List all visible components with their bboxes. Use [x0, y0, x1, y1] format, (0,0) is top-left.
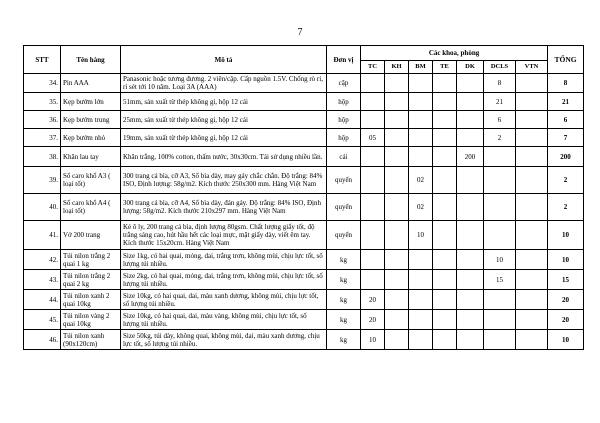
row-item-name: Kẹp bướm lớn	[61, 93, 121, 111]
table-row	[24, 167, 584, 194]
table-row	[24, 310, 584, 330]
row-qty-kh	[385, 111, 409, 129]
row-unit: cái	[327, 147, 361, 167]
row-description: Size 1kg, có hai quai, mỏng, dai, trắng trơn, không mùi, chịu lực tốt, số lượng túi nhiều.	[121, 250, 327, 270]
row-total: 200	[548, 147, 584, 167]
row-unit: kg	[327, 250, 361, 270]
row-description: 300 trang cả bìa, cỡ A3, Sổ bìa dày, may gáy chắc chắn. Độ trắng: 84% ISO, Định lượng: 58g/m2. Kích thước 250x300 mm. Hàng Việt Nam	[121, 167, 327, 194]
row-qty-dcls: 6	[484, 111, 516, 129]
row-total: 10	[548, 221, 584, 250]
row-item-name: Vở 200 trang	[61, 221, 121, 250]
table-row	[24, 250, 584, 270]
row-qty-kh	[385, 250, 409, 270]
row-qty-dcls	[484, 330, 516, 350]
row-total: 10	[548, 330, 584, 350]
row-qty-tc: 20	[361, 310, 385, 330]
row-unit: hộp	[327, 93, 361, 111]
row-item-name: Sổ caro khổ A3 ( loại tốt)	[61, 167, 121, 194]
row-unit: hộp	[327, 129, 361, 147]
row-qty-bm	[409, 250, 433, 270]
row-qty-dk	[457, 167, 484, 194]
row-stt: 43.	[24, 270, 61, 290]
header-dept-dk: DK	[457, 61, 484, 74]
row-qty-tc	[361, 111, 385, 129]
row-qty-dcls: 2	[484, 129, 516, 147]
row-qty-bm	[409, 147, 433, 167]
row-description: Size 10kg, có hai quai, dai, màu xanh dương, không mùi, chịu lực tốt, số lượng túi nhiều.	[121, 290, 327, 310]
row-qty-vtn	[516, 330, 548, 350]
row-qty-tc	[361, 74, 385, 93]
row-unit: quyển	[327, 194, 361, 221]
row-qty-bm	[409, 330, 433, 350]
row-unit: kg	[327, 310, 361, 330]
row-qty-dk	[457, 111, 484, 129]
row-qty-te	[433, 221, 457, 250]
row-qty-tc	[361, 221, 385, 250]
row-qty-vtn	[516, 310, 548, 330]
row-qty-dcls	[484, 310, 516, 330]
row-stt: 37.	[24, 129, 61, 147]
row-qty-vtn	[516, 250, 548, 270]
row-description: Khăn trắng, 100% cotton, thấm nước, 30x30cm. Tái sử dụng nhiều lần.	[121, 147, 327, 167]
row-stt: 45.	[24, 310, 61, 330]
table-row	[24, 93, 584, 111]
row-description: Size 10kg, có hai quai, dai, màu vàng, không mùi, chịu lực tốt, số lượng túi nhiều.	[121, 310, 327, 330]
row-qty-te	[433, 310, 457, 330]
row-qty-dcls: 10	[484, 250, 516, 270]
row-item-name: Túi nilon trắng 2 quai 1 kg	[61, 250, 121, 270]
row-qty-vtn	[516, 147, 548, 167]
row-item-name: Túi nilon xanh 2 quai 10kg	[61, 290, 121, 310]
row-qty-vtn	[516, 93, 548, 111]
row-qty-vtn	[516, 167, 548, 194]
row-qty-kh	[385, 221, 409, 250]
row-qty-tc	[361, 167, 385, 194]
row-qty-te	[433, 250, 457, 270]
row-qty-tc	[361, 194, 385, 221]
row-qty-dk	[457, 330, 484, 350]
row-qty-te	[433, 330, 457, 350]
row-qty-kh	[385, 290, 409, 310]
row-total: 20	[548, 310, 584, 330]
row-stt: 34.	[24, 74, 61, 93]
row-item-name: Khăn lau tay	[61, 147, 121, 167]
row-description: 300 trang cả bìa, cỡ A4, Sổ bìa dày, đán gáy. Độ trắng: 84% ISO, Định lượng: 58g/m2. Kích thước 210x297 mm. Hàng Việt Nam	[121, 194, 327, 221]
row-unit: quyển	[327, 221, 361, 250]
row-qty-te	[433, 74, 457, 93]
row-qty-kh	[385, 270, 409, 290]
row-qty-bm	[409, 111, 433, 129]
header-dept-tc: TC	[361, 61, 385, 74]
row-stt: 38.	[24, 147, 61, 167]
row-qty-vtn	[516, 194, 548, 221]
row-qty-tc: 10	[361, 330, 385, 350]
row-qty-te	[433, 167, 457, 194]
row-item-name: Túi nilon xanh (90x120cm)	[61, 330, 121, 350]
row-item-name: Pin AAA	[61, 74, 121, 93]
row-qty-vtn	[516, 111, 548, 129]
row-total: 2	[548, 194, 584, 221]
row-unit: kg	[327, 290, 361, 310]
header-departments: Các khoa, phòng	[361, 46, 548, 61]
row-qty-bm	[409, 290, 433, 310]
table-row	[24, 74, 584, 93]
row-description: 51mm, sản xuất từ thép không gỉ, hộp 12 cái	[121, 93, 327, 111]
table-row	[24, 270, 584, 290]
row-qty-bm: 10	[409, 221, 433, 250]
row-qty-bm	[409, 93, 433, 111]
row-qty-te	[433, 270, 457, 290]
row-unit: kg	[327, 330, 361, 350]
header-description: Mô tả	[121, 46, 327, 74]
row-qty-kh	[385, 74, 409, 93]
header-dept-te: TE	[433, 61, 457, 74]
row-qty-dcls	[484, 194, 516, 221]
row-qty-tc	[361, 93, 385, 111]
row-item-name: Kẹp bướm trung	[61, 111, 121, 129]
row-qty-bm	[409, 129, 433, 147]
row-total: 6	[548, 111, 584, 129]
row-item-name: Kẹp bướm nhỏ	[61, 129, 121, 147]
header-dept-bm: BM	[409, 61, 433, 74]
row-stt: 42.	[24, 250, 61, 270]
row-qty-bm	[409, 310, 433, 330]
row-qty-dcls	[484, 290, 516, 310]
row-qty-dk	[457, 129, 484, 147]
row-total: 10	[548, 250, 584, 270]
row-qty-te	[433, 194, 457, 221]
row-qty-dcls: 21	[484, 93, 516, 111]
row-stt: 36.	[24, 111, 61, 129]
row-total: 7	[548, 129, 584, 147]
supply-table	[23, 45, 584, 350]
row-qty-dk	[457, 250, 484, 270]
table-row	[24, 111, 584, 129]
header-dept-vtn: VTN	[516, 61, 548, 74]
row-qty-bm	[409, 74, 433, 93]
table-row	[24, 147, 584, 167]
row-qty-te	[433, 111, 457, 129]
row-stt: 39.	[24, 167, 61, 194]
row-stt: 41.	[24, 221, 61, 250]
row-item-name: Túi nilon trắng 2 quai 2 kg	[61, 270, 121, 290]
row-stt: 46.	[24, 330, 61, 350]
row-description: 19mm, sản xuất từ thép không gỉ, hộp 12 cái	[121, 129, 327, 147]
header-unit: Đơn vị	[327, 46, 361, 74]
row-unit: cặp	[327, 74, 361, 93]
row-qty-tc: 20	[361, 290, 385, 310]
row-qty-dk	[457, 74, 484, 93]
row-qty-dk	[457, 194, 484, 221]
row-description: Panasonic hoặc tương đương. 2 viên/cặp. Cấp nguồn 1.5V. Chống rò rỉ, rỉ sét tới 10 năm. Loại 3A (AAA)	[121, 74, 327, 93]
row-qty-bm: 02	[409, 194, 433, 221]
row-qty-vtn	[516, 221, 548, 250]
row-qty-dcls: 8	[484, 74, 516, 93]
row-unit: hộp	[327, 111, 361, 129]
row-item-name: Túi nilon vàng 2 quai 10kg	[61, 310, 121, 330]
row-qty-kh	[385, 167, 409, 194]
row-stt: 35.	[24, 93, 61, 111]
row-qty-dk	[457, 290, 484, 310]
row-description: Size 50kg, túi dày, không quai, không mùi, dai, màu xanh dương, chịu lực tốt, số lượng túi nhiều.	[121, 330, 327, 350]
row-qty-dk	[457, 221, 484, 250]
row-unit: quyển	[327, 167, 361, 194]
row-stt: 40.	[24, 194, 61, 221]
table-row	[24, 194, 584, 221]
row-description: Kẻ ô ly, 200 trang cả bìa, định lượng 80gsm. Chất lượng giấy tốt, độ trắng sáng cao, hút hầu hết các loại mực, mặt giấy dày, viết êm tay. Kích thước 15x20cm. Hàng Việt Nam	[121, 221, 327, 250]
row-qty-dcls	[484, 147, 516, 167]
table-row	[24, 129, 584, 147]
row-total: 2	[548, 167, 584, 194]
row-qty-bm: 02	[409, 167, 433, 194]
row-total: 21	[548, 93, 584, 111]
row-qty-kh	[385, 129, 409, 147]
header-total: TỔNG	[548, 46, 584, 74]
row-qty-dcls: 15	[484, 270, 516, 290]
row-qty-dcls	[484, 167, 516, 194]
row-qty-kh	[385, 310, 409, 330]
row-total: 15	[548, 270, 584, 290]
row-qty-te	[433, 93, 457, 111]
row-qty-vtn	[516, 74, 548, 93]
row-qty-vtn	[516, 270, 548, 290]
row-qty-te	[433, 147, 457, 167]
row-description: 25mm, sản xuất từ thép không gỉ, hộp 12 cái	[121, 111, 327, 129]
row-qty-kh	[385, 194, 409, 221]
row-qty-te	[433, 290, 457, 310]
row-qty-kh	[385, 330, 409, 350]
row-qty-kh	[385, 93, 409, 111]
header-stt: STT	[24, 46, 61, 74]
row-stt: 44.	[24, 290, 61, 310]
header-item-name: Tên hàng	[61, 46, 121, 74]
table-row	[24, 330, 584, 350]
row-qty-vtn	[516, 290, 548, 310]
row-qty-bm	[409, 270, 433, 290]
row-qty-tc: 05	[361, 129, 385, 147]
row-qty-dk	[457, 270, 484, 290]
row-qty-dcls	[484, 221, 516, 250]
row-total: 20	[548, 290, 584, 310]
table-row	[24, 290, 584, 310]
header-dept-dcls: DCLS	[484, 61, 516, 74]
row-qty-dk	[457, 310, 484, 330]
row-qty-te	[433, 129, 457, 147]
row-description: Size 2kg, có hai quai, mỏng, dai, trắng trơn, không mùi, chịu lực tốt, số lượng túi nhiều.	[121, 270, 327, 290]
row-qty-dk	[457, 93, 484, 111]
row-item-name: Sổ caro khổ A4 ( loại tốt)	[61, 194, 121, 221]
row-qty-dk: 200	[457, 147, 484, 167]
header-dept-kh: KH	[385, 61, 409, 74]
row-qty-vtn	[516, 129, 548, 147]
row-qty-kh	[385, 147, 409, 167]
table-row	[24, 221, 584, 250]
row-unit: kg	[327, 270, 361, 290]
row-qty-tc	[361, 147, 385, 167]
row-qty-tc	[361, 250, 385, 270]
row-total: 8	[548, 74, 584, 93]
row-qty-tc	[361, 270, 385, 290]
page-number: 7	[297, 27, 303, 38]
